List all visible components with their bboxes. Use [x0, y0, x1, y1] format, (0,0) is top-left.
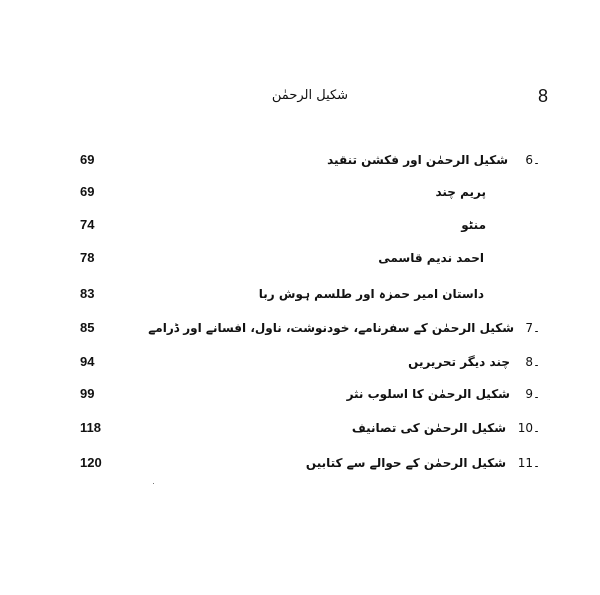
toc-row [80, 352, 540, 376]
running-header: شکیل الرحمٰن [271, 88, 349, 103]
toc-item-number: 10۔ [517, 421, 540, 435]
toc-page-number: 83 [80, 286, 95, 301]
toc-title: شکیل الرحمٰن کی تصانیف [351, 421, 506, 435]
toc-row [80, 182, 540, 206]
toc-page-number: 94 [80, 354, 95, 369]
toc-title: شکیل الرحمٰن کے سفرنامے، خودنوشت، ناول، افسانے اور ڈرامے [148, 321, 514, 335]
toc-page-number: 120 [80, 455, 102, 470]
toc-row [80, 453, 540, 477]
toc-item-number: 9۔ [525, 387, 540, 401]
toc-title: منٹو [461, 218, 486, 232]
toc-row [80, 418, 540, 442]
toc-item-number: 7۔ [525, 321, 540, 335]
toc-item-number: 6۔ [525, 153, 540, 167]
toc-row [80, 284, 540, 308]
toc-page-number: 99 [80, 386, 95, 401]
toc-page-number: 85 [80, 320, 95, 335]
toc-page-number: 78 [80, 250, 95, 265]
scan-speck [153, 483, 154, 484]
toc-title: چند دیگر تحریریں [408, 355, 510, 369]
toc-title: شکیل الرحمٰن اور فکشن تنقید [327, 153, 508, 167]
toc-title: پریم چند [435, 185, 486, 199]
toc-page-number: 118 [80, 420, 101, 435]
toc-page-number: 74 [80, 217, 95, 232]
toc-title: احمد ندیم قاسمی [378, 251, 484, 265]
toc-row [80, 248, 540, 272]
toc-title: شکیل الرحمٰن کے حوالے سے کتابیں [305, 456, 506, 470]
toc-page-number: 69 [80, 152, 95, 167]
toc-row [80, 215, 540, 239]
toc-title: شکیل الرحمٰن کا اسلوب نثر [346, 387, 510, 401]
toc-row [80, 384, 540, 408]
toc-row [80, 318, 540, 342]
toc-item-number: 8۔ [525, 355, 540, 369]
toc-title: داستان امیر حمزہ اور طلسم ہوش ربا [258, 287, 484, 301]
toc-item-number: 11۔ [517, 456, 540, 470]
toc-page-number: 69 [80, 184, 95, 199]
page-number: 8 [538, 86, 549, 106]
toc-row [80, 150, 540, 174]
